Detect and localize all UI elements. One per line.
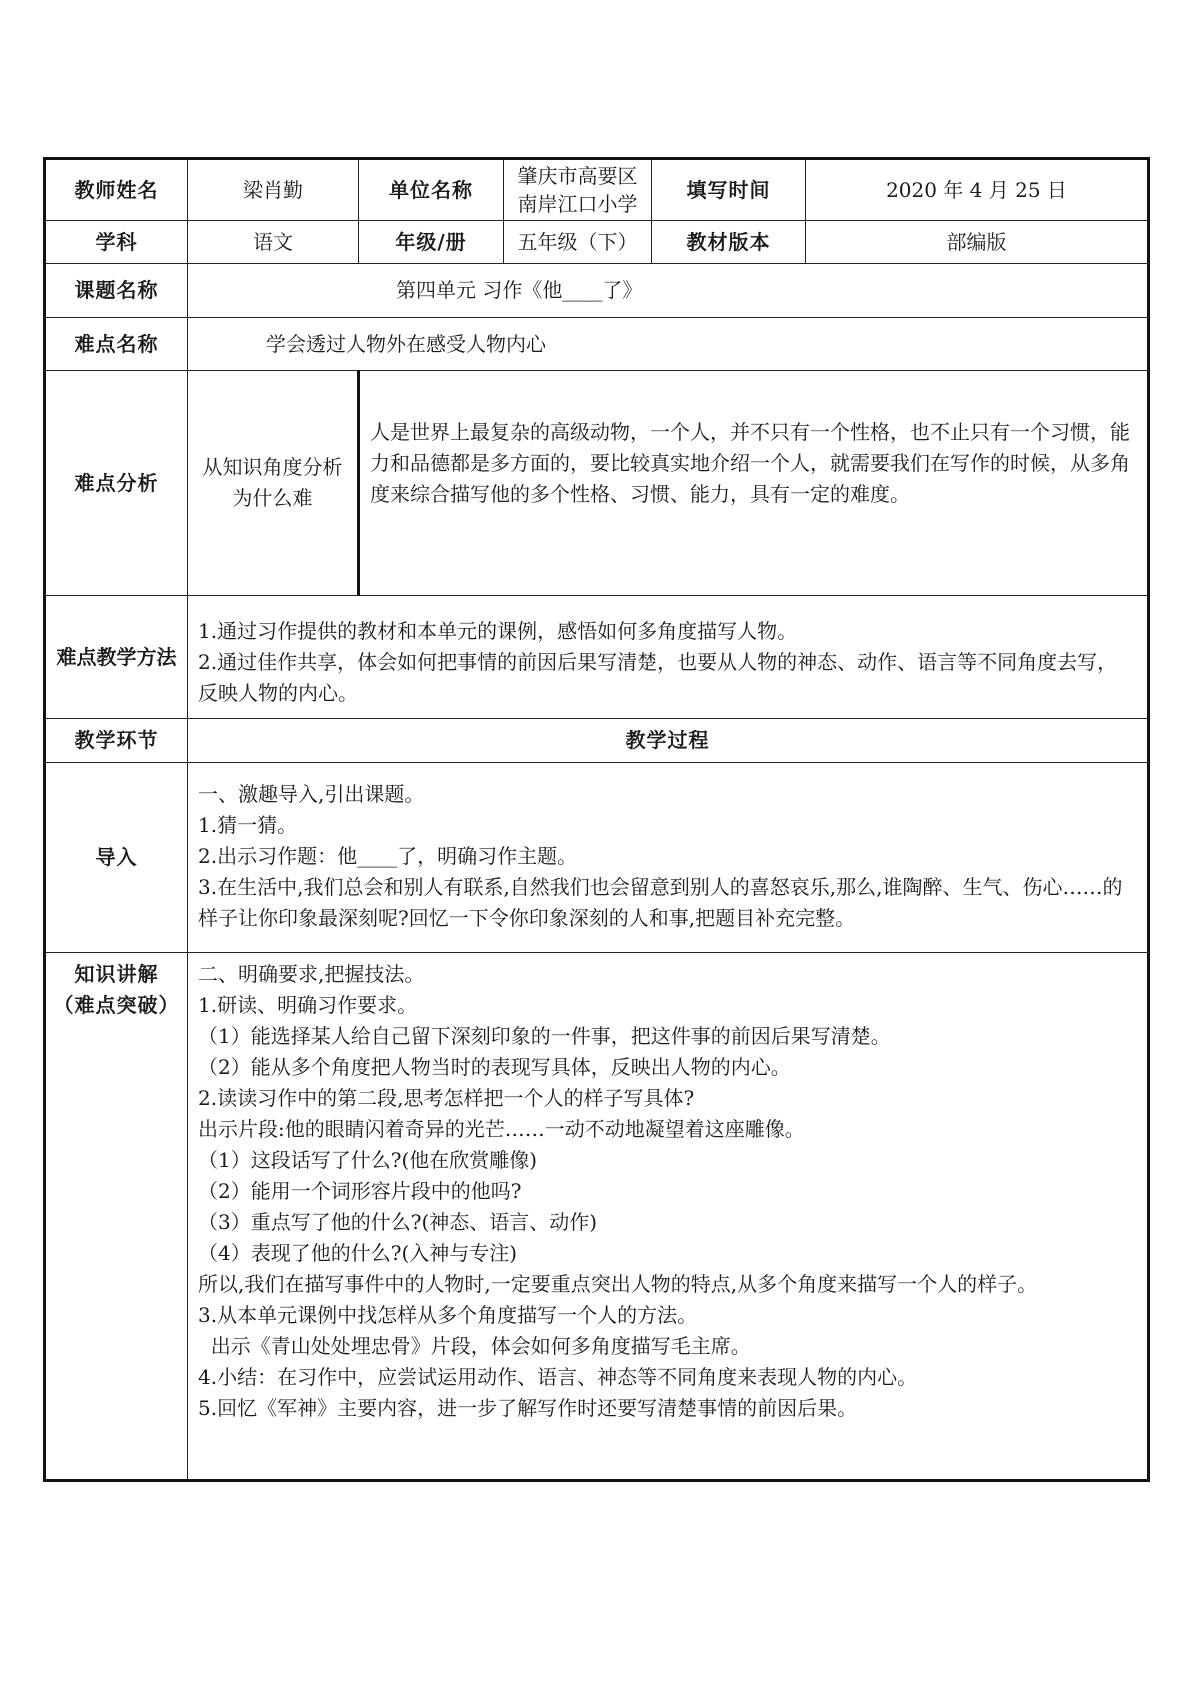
- header-row-1: [45, 159, 1149, 221]
- knowledge-line-13: 出示《青山处处埋忠骨》片段，体会如何多角度描写毛主席。: [198, 1334, 751, 1358]
- grade-label: 年级/册: [359, 221, 504, 264]
- knowledge-line-15: 5.回忆《军神》主要内容，进一步了解写作时还要写清楚事情的前因后果。: [198, 1396, 858, 1420]
- intro-row: [45, 763, 1149, 953]
- knowledge-line-11: 所以,我们在描写事件中的人物时,一定要重点突出人物的特点,从多个角度来描写一个人的样子。: [198, 1272, 1038, 1296]
- fill-time: 2020 年 4 月 25 日: [806, 159, 1149, 221]
- subject-label: 学科: [45, 221, 188, 264]
- intro-line-2: 1.猜一猜。: [198, 813, 298, 837]
- difficulty-row: [45, 318, 1149, 371]
- method-label: 难点教学方法: [45, 596, 188, 719]
- analysis-row: [45, 371, 1149, 596]
- knowledge-line-6: 出示片段:他的眼睛闪着奇异的光芒……一动不动地凝望着这座雕像。: [198, 1117, 805, 1141]
- difficulty-label: 难点名称: [45, 318, 188, 371]
- teacher-name-label: 教师姓名: [45, 159, 188, 221]
- unit-name-line-1: 肇庆市高要区: [517, 164, 638, 188]
- knowledge-line-2: 1.研读、明确习作要求。: [198, 993, 418, 1017]
- difficulty-value: 学会透过人物外在感受人物内心: [188, 318, 1149, 371]
- topic-value: 第四单元 习作《他____了》: [188, 264, 1149, 318]
- analysis-sub-label-line-2: 为什么难: [232, 486, 313, 510]
- knowledge-line-4: （2）能从多个角度把人物当时的表现写具体，反映出人物的内心。: [198, 1055, 791, 1079]
- intro-line-4: 3.在生活中,我们总会和别人有联系,自然我们也会留意到别人的喜怒哀乐,那么,谁陶醉、生气、伤心……的样子让你印象最深刻呢?回忆一下令你印象深刻的人和事,把题目补充完整。: [198, 875, 1123, 930]
- analysis-sub-label: [188, 371, 359, 596]
- method-row: [45, 596, 1149, 719]
- teacher-name: 梁肖勤: [188, 159, 359, 221]
- header-row-2: [45, 221, 1149, 264]
- knowledge-line-5: 2.读读习作中的第二段,思考怎样把一个人的样子写具体?: [198, 1086, 695, 1110]
- lesson-plan-table: [43, 157, 1150, 1482]
- topic-label: 课题名称: [45, 264, 188, 318]
- knowledge-line-1: 二、明确要求,把握技法。: [198, 962, 425, 986]
- knowledge-line-7: （1）这段话写了什么?(他在欣赏雕像): [198, 1148, 538, 1172]
- knowledge-line-12: 3.从本单元课例中找怎样从多个角度描写一个人的方法。: [198, 1303, 698, 1327]
- method-line-1: 1.通过习作提供的教材和本单元的课例，感悟如何多角度描写人物。: [198, 618, 798, 643]
- process-stage-label: 教学环节: [45, 719, 188, 763]
- process-header-row: [45, 719, 1149, 763]
- method-line-2: 2.通过佳作共享，体会如何把事情的前因后果写清楚，也要从人物的神态、动作、语言等不同角度去写，反映人物的内心。: [198, 649, 1118, 705]
- analysis-sub-label-line-1: 从知识角度分析: [202, 455, 343, 479]
- subject: 语文: [188, 221, 359, 264]
- method-text: [188, 596, 1149, 719]
- analysis-text: 人是世界上最复杂的高级动物，一个人，并不只有一个性格，也不止只有一个习惯，能力和品德都是多方面的，要比较真实地介绍一个人，就需要我们在写作的时候，从多角度来综合描写他的多个性格、习惯、能力，具有一定的难度。: [359, 371, 1149, 596]
- knowledge-line-14: 4.小结：在习作中，应尝试运用动作、语言、神态等不同角度来表现人物的内心。: [198, 1365, 918, 1389]
- knowledge-label-line-1: 知识讲解: [74, 962, 159, 986]
- grade: 五年级（下）: [504, 221, 652, 264]
- intro-text: [188, 763, 1149, 953]
- knowledge-line-8: （2）能用一个词形容片段中的他吗?: [198, 1179, 522, 1203]
- knowledge-line-3: （1）能选择某人给自己留下深刻印象的一件事，把这件事的前因后果写清楚。: [198, 1024, 891, 1048]
- fill-time-label: 填写时间: [652, 159, 806, 221]
- textbook-label: 教材版本: [652, 221, 806, 264]
- unit-name-line-2: 南岸江口小学: [517, 192, 638, 216]
- knowledge-line-10: （4）表现了他的什么?(入神与专注): [198, 1241, 518, 1265]
- knowledge-label-line-2: （难点突破）: [53, 993, 180, 1017]
- topic-row: [45, 264, 1149, 318]
- analysis-label: 难点分析: [45, 371, 188, 596]
- textbook: 部编版: [806, 221, 1149, 264]
- process-label: 教学过程: [188, 719, 1149, 763]
- intro-line-1: 一、激趣导入,引出课题。: [198, 782, 425, 806]
- knowledge-label: [45, 953, 188, 1481]
- knowledge-text: [188, 953, 1149, 1481]
- intro-label: 导入: [45, 763, 188, 953]
- unit-name: [504, 159, 652, 221]
- unit-name-label: 单位名称: [359, 159, 504, 221]
- intro-line-3: 2.出示习作题：他____了，明确习作主题。: [198, 844, 578, 868]
- knowledge-row: [45, 953, 1149, 1481]
- knowledge-line-9: （3）重点写了他的什么?(神态、语言、动作): [198, 1210, 598, 1234]
